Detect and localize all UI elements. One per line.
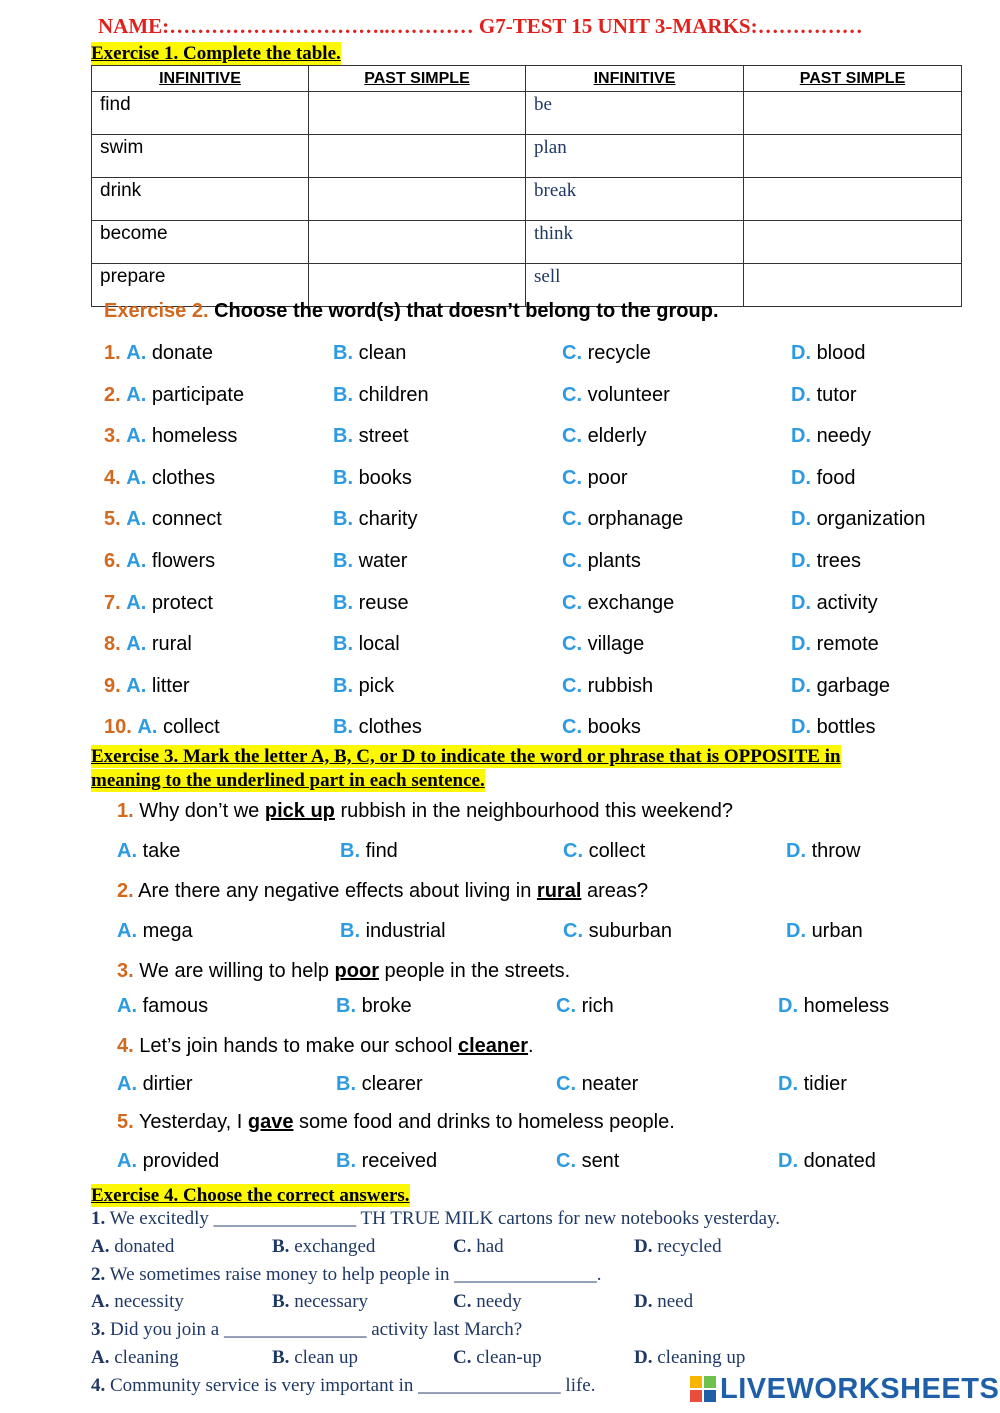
option-letter: D. [634, 1291, 653, 1312]
option-c[interactable]: had [476, 1236, 504, 1257]
option-d[interactable]: organization [816, 508, 926, 530]
option-letter: C. [556, 1073, 576, 1095]
underlined-word: cleaner [457, 1035, 529, 1057]
question-stem [91, 1264, 602, 1286]
option-letter: A. [126, 550, 147, 572]
option-letter: C. [562, 508, 582, 530]
option-letter: B. [333, 342, 353, 364]
option-letter: B. [333, 675, 353, 697]
option-c[interactable]: sent [581, 1150, 620, 1172]
option-d[interactable]: tutor [816, 384, 857, 406]
infinitive-cell: swim [92, 135, 309, 178]
option-d[interactable]: bottles [816, 716, 876, 738]
infinitive-cell: find [92, 92, 309, 135]
option-b[interactable]: children [358, 384, 429, 406]
option-d[interactable]: tidier [803, 1073, 847, 1095]
list-item [117, 1073, 977, 1099]
option-letter: B. [333, 467, 353, 489]
option-c[interactable]: neater [581, 1073, 639, 1095]
option-letter: A. [117, 1073, 137, 1095]
question-number: 5. [104, 508, 121, 530]
option-b[interactable]: clearer [361, 1073, 423, 1095]
option-a[interactable]: protect [151, 592, 213, 614]
question-number: 4. [91, 1375, 106, 1396]
option-b[interactable]: local [358, 633, 400, 655]
option-a[interactable]: homeless [151, 425, 238, 447]
option-d[interactable]: activity [816, 592, 878, 614]
table-row [92, 178, 962, 221]
list-item [104, 675, 984, 701]
exercise3-title-line2: meaning to the underlined part in each sentence. [91, 770, 485, 791]
question-number: 1. [117, 800, 134, 822]
option-a[interactable]: clothes [151, 467, 216, 489]
question-stem [117, 880, 648, 903]
option-a[interactable]: rural [151, 633, 192, 655]
infinitive-cell: drink [92, 178, 309, 221]
liveworksheets-logo-icon [690, 1376, 716, 1402]
option-letter: B. [340, 840, 360, 862]
option-a[interactable]: necessity [114, 1291, 184, 1312]
infinitive-cell: break [526, 178, 744, 221]
option-letter: C. [562, 384, 582, 406]
option-d[interactable]: trees [816, 550, 862, 572]
option-d[interactable]: recycled [657, 1236, 722, 1257]
option-letter: C. [453, 1291, 472, 1312]
option-letter: B. [333, 592, 353, 614]
exercise2-title [104, 300, 719, 323]
option-b[interactable]: exchanged [294, 1236, 376, 1257]
underlined-word: poor [334, 960, 379, 982]
option-letter: B. [272, 1291, 290, 1312]
option-letter: A. [117, 920, 137, 942]
option-a[interactable]: litter [151, 675, 190, 697]
option-c[interactable]: collect [588, 840, 646, 862]
option-d[interactable]: throw [811, 840, 861, 862]
option-letter: D. [791, 675, 811, 697]
option-letter: C. [563, 920, 583, 942]
option-letter: D. [791, 508, 811, 530]
option-d[interactable]: cleaning up [657, 1347, 746, 1368]
option-letter: A. [117, 995, 137, 1017]
stem-text: We are willing to help [139, 960, 329, 982]
option-a[interactable]: cleaning [114, 1347, 179, 1368]
table-row [92, 221, 962, 264]
table-row [92, 92, 962, 135]
option-letter: A. [126, 384, 147, 406]
stem-text: rubbish in the neighbourhood this weekend? [340, 800, 733, 822]
option-b[interactable]: water [358, 550, 408, 572]
past-simple-answer-cell[interactable] [744, 135, 962, 178]
option-letter: A. [126, 633, 147, 655]
list-item [104, 592, 984, 618]
option-c[interactable]: orphanage [587, 508, 684, 530]
option-letter: A. [91, 1291, 110, 1312]
stem-text: areas? [586, 880, 649, 902]
option-c[interactable]: needy [476, 1291, 522, 1312]
option-b[interactable]: industrial [365, 920, 446, 942]
question-number: 4. [117, 1035, 134, 1057]
option-letter: C. [562, 592, 582, 614]
infinitive-cell: become [92, 221, 309, 264]
option-letter: D. [791, 716, 811, 738]
list-item [91, 1236, 971, 1260]
option-b[interactable]: clothes [358, 716, 422, 738]
option-a[interactable]: provided [142, 1150, 220, 1172]
option-letter: C. [562, 716, 582, 738]
option-a[interactable]: collect [162, 716, 220, 738]
underlined-word: gave [247, 1111, 294, 1133]
question-number: 2. [91, 1264, 106, 1285]
option-c[interactable]: rubbish [587, 675, 654, 697]
option-letter: A. [117, 1150, 137, 1172]
option-c[interactable]: rich [581, 995, 614, 1017]
table-row [92, 135, 962, 178]
option-c[interactable]: elderly [587, 425, 647, 447]
question-number: 3. [117, 960, 134, 982]
question-number: 7. [104, 592, 121, 614]
question-stem [91, 1375, 596, 1397]
question-number: 9. [104, 675, 121, 697]
option-letter: A. [126, 342, 147, 364]
option-letter: D. [778, 1150, 798, 1172]
option-d[interactable]: needy [816, 425, 872, 447]
question-stem [117, 1111, 675, 1134]
infinitive-cell: plan [526, 135, 744, 178]
past-simple-answer-cell[interactable] [309, 178, 526, 221]
option-letter: B. [272, 1236, 290, 1257]
option-b[interactable]: find [365, 840, 398, 862]
past-simple-answer-cell[interactable] [744, 264, 962, 307]
option-a[interactable]: donate [151, 342, 213, 364]
option-letter: B. [336, 1150, 356, 1172]
stem-text: Did you join a _______________ activity last March? [110, 1319, 523, 1340]
option-letter: D. [791, 633, 811, 655]
option-a[interactable]: connect [151, 508, 222, 530]
option-c[interactable]: suburban [588, 920, 672, 942]
header-infinitive: INFINITIVE [92, 66, 309, 92]
list-item [117, 995, 977, 1021]
past-simple-answer-cell[interactable] [744, 92, 962, 135]
question-number: 8. [104, 633, 121, 655]
option-letter: C. [453, 1347, 472, 1368]
question-stem [117, 800, 733, 823]
option-letter: A. [91, 1236, 110, 1257]
stem-text: Why don’t we [139, 800, 260, 822]
option-letter: C. [556, 1150, 576, 1172]
question-number: 5. [117, 1111, 134, 1133]
list-item [104, 550, 984, 576]
verb-table-header [92, 66, 962, 92]
header-infinitive: INFINITIVE [526, 66, 744, 92]
option-a[interactable]: participate [151, 384, 245, 406]
question-number: 2. [104, 384, 121, 406]
option-b[interactable]: necessary [294, 1291, 369, 1312]
option-letter: D. [791, 592, 811, 614]
option-b[interactable]: pick [358, 675, 395, 697]
option-letter: C. [562, 675, 582, 697]
question-number: 6. [104, 550, 121, 572]
stem-text: . [528, 1035, 534, 1057]
stem-text: people in the streets. [384, 960, 571, 982]
exercise3-title: Exercise 3. Mark the letter A, B, C, or D to indicate the word or phrase that is OPPOSITE in [91, 746, 841, 767]
option-b[interactable]: clean [358, 342, 407, 364]
option-letter: D. [791, 467, 811, 489]
option-b[interactable]: broke [361, 995, 412, 1017]
question-number: 10. [104, 716, 132, 738]
question-number: 1. [104, 342, 121, 364]
option-letter: B. [340, 920, 360, 942]
header-past-simple: PAST SIMPLE [309, 66, 526, 92]
list-item [104, 342, 984, 368]
option-c[interactable]: exchange [587, 592, 675, 614]
option-letter: A. [137, 716, 158, 738]
option-letter: B. [333, 508, 353, 530]
underlined-word: rural [536, 880, 582, 902]
option-letter: D. [791, 550, 811, 572]
option-c[interactable]: recycle [587, 342, 651, 364]
option-d[interactable]: urban [811, 920, 863, 942]
option-letter: D. [786, 920, 806, 942]
page-header: NAME:…………………………..………… G7-TEST 15 UNIT 3-MARKS:…………… [98, 14, 863, 38]
exercise4-title: Exercise 4. Choose the correct answers. [91, 1185, 410, 1206]
option-letter: A. [126, 675, 147, 697]
list-item [117, 1150, 977, 1176]
option-b[interactable]: books [358, 467, 412, 489]
question-stem [117, 960, 570, 983]
option-letter: C. [563, 840, 583, 862]
infinitive-cell: be [526, 92, 744, 135]
option-letter: B. [336, 995, 356, 1017]
option-b[interactable]: street [358, 425, 409, 447]
option-letter: D. [778, 1073, 798, 1095]
option-a[interactable]: famous [142, 995, 209, 1017]
question-stem [117, 1035, 534, 1058]
option-d[interactable]: homeless [803, 995, 890, 1017]
option-b[interactable]: charity [358, 508, 418, 530]
option-c[interactable]: plants [587, 550, 641, 572]
option-letter: D. [786, 840, 806, 862]
stem-text: We sometimes raise money to help people in _______________. [109, 1264, 602, 1285]
underlined-word: pick up [264, 800, 335, 822]
list-item [104, 508, 984, 534]
list-item [91, 1347, 971, 1371]
option-letter: A. [126, 508, 147, 530]
option-letter: B. [333, 716, 353, 738]
past-simple-answer-cell[interactable] [309, 92, 526, 135]
option-letter: C. [453, 1236, 472, 1257]
question-number: 2. [117, 880, 134, 902]
option-letter: B. [333, 633, 353, 655]
option-letter: C. [562, 550, 582, 572]
option-letter: C. [562, 342, 582, 364]
liveworksheets-logo [690, 1372, 999, 1406]
stem-text: We excitedly _______________ TH TRUE MILK cartons for new notebooks yesterday. [109, 1208, 781, 1229]
exercise2-label: Exercise 2. [104, 300, 209, 322]
option-a[interactable]: flowers [151, 550, 216, 572]
list-item [117, 920, 977, 946]
option-letter: A. [126, 592, 147, 614]
list-item [104, 633, 984, 659]
option-b[interactable]: reuse [358, 592, 409, 614]
option-letter: D. [791, 384, 811, 406]
exercise2-instruction: Choose the word(s) that doesn’t belong to the group. [214, 300, 719, 322]
infinitive-cell: prepare [92, 264, 309, 307]
option-letter: D. [778, 995, 798, 1017]
option-letter: B. [272, 1347, 290, 1368]
option-letter: D. [634, 1347, 653, 1368]
option-d[interactable]: need [657, 1291, 694, 1312]
option-d[interactable]: remote [816, 633, 879, 655]
infinitive-cell: think [526, 221, 744, 264]
list-item [104, 716, 984, 742]
stem-text: Let’s join hands to make our school [139, 1035, 453, 1057]
option-a[interactable]: donated [114, 1236, 175, 1257]
stem-text: some food and drinks to homeless people. [299, 1111, 675, 1133]
option-d[interactable]: donated [803, 1150, 876, 1172]
past-simple-answer-cell[interactable] [309, 135, 526, 178]
list-item [104, 384, 984, 410]
verb-table [91, 65, 962, 307]
question-number: 1. [91, 1208, 106, 1229]
list-item [91, 1291, 971, 1315]
option-c[interactable]: books [587, 716, 641, 738]
question-number: 4. [104, 467, 121, 489]
option-letter: D. [634, 1236, 653, 1257]
option-letter: A. [126, 425, 147, 447]
option-letter: A. [126, 467, 147, 489]
option-letter: B. [336, 1073, 356, 1095]
stem-text: Are there any negative effects about living in [138, 880, 532, 902]
option-letter: B. [333, 384, 353, 406]
stem-text: Yesterday, I [138, 1111, 243, 1133]
option-b[interactable]: received [361, 1150, 438, 1172]
option-letter: C. [562, 467, 582, 489]
stem-text: Community service is very important in _______________ life. [110, 1375, 596, 1396]
option-a[interactable]: mega [142, 920, 193, 942]
past-simple-answer-cell[interactable] [744, 178, 962, 221]
question-number: 3. [104, 425, 121, 447]
option-a[interactable]: take [142, 840, 181, 862]
option-c[interactable]: village [587, 633, 645, 655]
infinitive-cell: sell [526, 264, 744, 307]
past-simple-answer-cell[interactable] [744, 221, 962, 264]
option-letter: C. [556, 995, 576, 1017]
option-a[interactable]: dirtier [142, 1073, 193, 1095]
option-c[interactable]: poor [587, 467, 628, 489]
option-letter: A. [91, 1347, 110, 1368]
list-item [104, 425, 984, 451]
list-item [104, 467, 984, 493]
option-letter: D. [791, 425, 811, 447]
option-letter: C. [562, 425, 582, 447]
option-c[interactable]: clean-up [476, 1347, 542, 1368]
liveworksheets-logo-text: LIVEWORKSHEETS [720, 1372, 1000, 1405]
option-d[interactable]: garbage [816, 675, 890, 697]
option-letter: B. [333, 550, 353, 572]
option-c[interactable]: volunteer [587, 384, 670, 406]
option-b[interactable]: clean up [294, 1347, 359, 1368]
past-simple-answer-cell[interactable] [309, 221, 526, 264]
option-d[interactable]: food [816, 467, 856, 489]
option-letter: B. [333, 425, 353, 447]
question-stem [91, 1319, 522, 1341]
header-past-simple: PAST SIMPLE [744, 66, 962, 92]
option-letter: D. [791, 342, 811, 364]
option-letter: A. [117, 840, 137, 862]
option-letter: C. [562, 633, 582, 655]
list-item [117, 840, 977, 866]
option-d[interactable]: blood [816, 342, 866, 364]
exercise1-title: Exercise 1. Complete the table. [91, 43, 341, 64]
question-stem [91, 1208, 780, 1230]
question-number: 3. [91, 1319, 106, 1340]
